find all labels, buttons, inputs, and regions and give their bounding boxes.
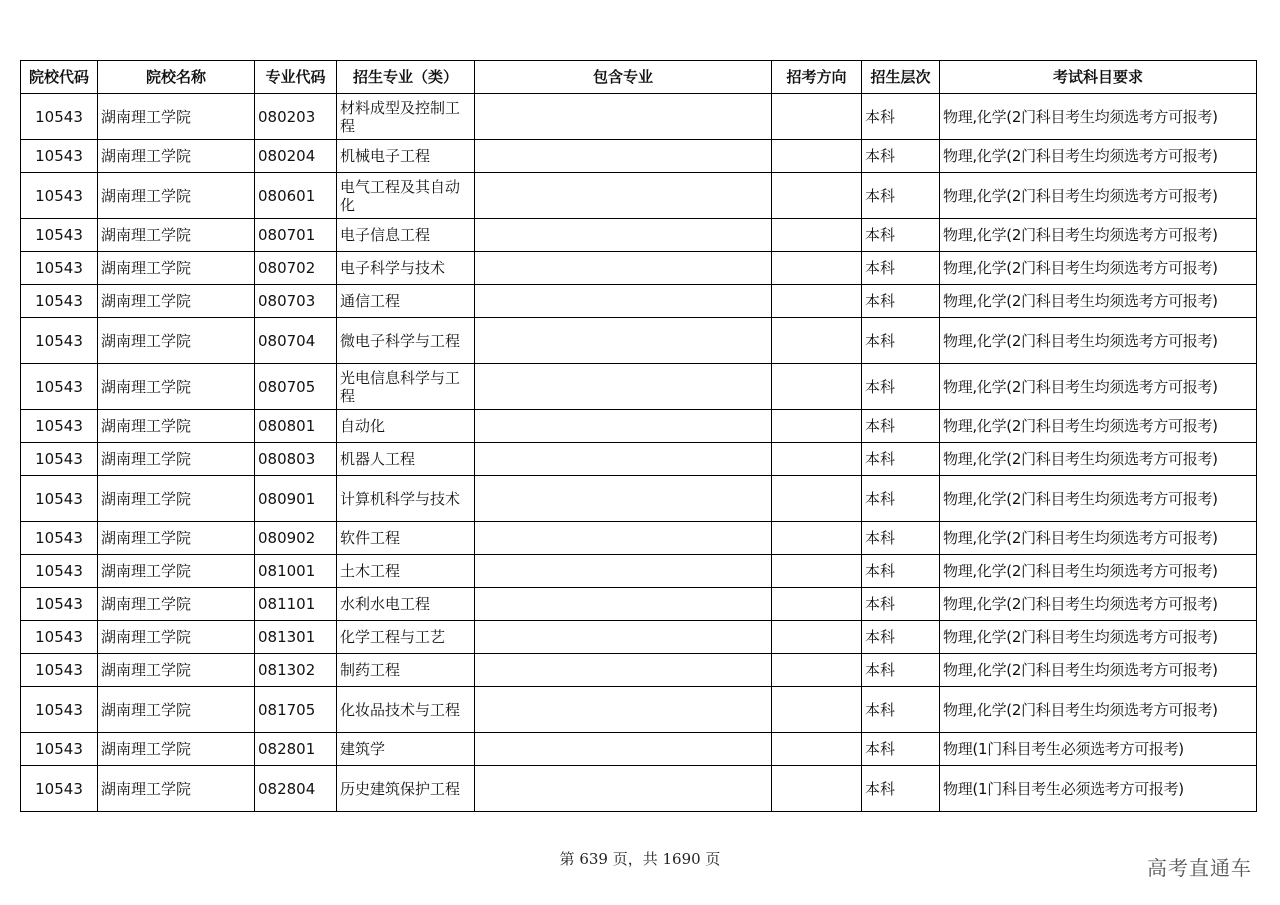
header-school-name: 院校名称	[98, 61, 255, 94]
cell-school-name: 湖南理工学院	[98, 364, 255, 410]
header-level: 招生层次	[862, 61, 940, 94]
cell-school-name: 湖南理工学院	[98, 766, 255, 812]
table-row	[21, 219, 1257, 252]
table-row	[21, 733, 1257, 766]
cell-major: 通信工程	[337, 285, 475, 318]
cell-major-code: 081001	[255, 555, 337, 588]
cell-includes	[475, 654, 772, 687]
cell-school-name: 湖南理工学院	[98, 140, 255, 173]
cell-requirement: 物理,化学(2门科目考生均须选考方可报考)	[940, 687, 1257, 733]
cell-includes	[475, 522, 772, 555]
table-row	[21, 140, 1257, 173]
cell-major-code: 081705	[255, 687, 337, 733]
cell-direction	[772, 555, 862, 588]
cell-major-code: 081301	[255, 621, 337, 654]
cell-direction	[772, 687, 862, 733]
cell-level: 本科	[862, 687, 940, 733]
cell-school-name: 湖南理工学院	[98, 476, 255, 522]
cell-direction	[772, 588, 862, 621]
cell-major: 机器人工程	[337, 443, 475, 476]
table-row	[21, 410, 1257, 443]
cell-includes	[475, 285, 772, 318]
cell-level: 本科	[862, 219, 940, 252]
cell-major-code: 080701	[255, 219, 337, 252]
header-includes: 包含专业	[475, 61, 772, 94]
cell-level: 本科	[862, 476, 940, 522]
cell-school-name: 湖南理工学院	[98, 687, 255, 733]
cell-major-code: 080203	[255, 94, 337, 140]
cell-major: 材料成型及控制工程	[337, 94, 475, 140]
cell-school-code: 10543	[21, 285, 98, 318]
cell-level: 本科	[862, 173, 940, 219]
cell-major: 电气工程及其自动化	[337, 173, 475, 219]
cell-major-code: 080601	[255, 173, 337, 219]
cell-requirement: 物理,化学(2门科目考生均须选考方可报考)	[940, 364, 1257, 410]
table-row	[21, 687, 1257, 733]
cell-school-name: 湖南理工学院	[98, 410, 255, 443]
cell-direction	[772, 94, 862, 140]
cell-requirement: 物理,化学(2门科目考生均须选考方可报考)	[940, 443, 1257, 476]
admission-table	[20, 60, 1257, 812]
cell-level: 本科	[862, 318, 940, 364]
table-row	[21, 522, 1257, 555]
cell-school-code: 10543	[21, 687, 98, 733]
cell-major: 历史建筑保护工程	[337, 766, 475, 812]
cell-includes	[475, 173, 772, 219]
cell-school-code: 10543	[21, 94, 98, 140]
cell-major-code: 080705	[255, 364, 337, 410]
cell-includes	[475, 733, 772, 766]
cell-major: 化学工程与工艺	[337, 621, 475, 654]
cell-direction	[772, 766, 862, 812]
header-school-code: 院校代码	[21, 61, 98, 94]
header-major: 招生专业（类）	[337, 61, 475, 94]
cell-major-code: 080204	[255, 140, 337, 173]
cell-direction	[772, 140, 862, 173]
cell-major: 制药工程	[337, 654, 475, 687]
cell-includes	[475, 621, 772, 654]
cell-requirement: 物理,化学(2门科目考生均须选考方可报考)	[940, 555, 1257, 588]
table-header-row	[21, 61, 1257, 94]
cell-level: 本科	[862, 621, 940, 654]
table-row	[21, 364, 1257, 410]
cell-requirement: 物理,化学(2门科目考生均须选考方可报考)	[940, 476, 1257, 522]
cell-school-name: 湖南理工学院	[98, 173, 255, 219]
cell-major: 电子信息工程	[337, 219, 475, 252]
cell-school-code: 10543	[21, 252, 98, 285]
cell-requirement: 物理,化学(2门科目考生均须选考方可报考)	[940, 621, 1257, 654]
table-row	[21, 621, 1257, 654]
cell-includes	[475, 252, 772, 285]
cell-school-name: 湖南理工学院	[98, 252, 255, 285]
cell-major: 水利水电工程	[337, 588, 475, 621]
cell-level: 本科	[862, 443, 940, 476]
cell-major: 建筑学	[337, 733, 475, 766]
cell-major-code: 080704	[255, 318, 337, 364]
cell-includes	[475, 443, 772, 476]
table-row	[21, 252, 1257, 285]
table-row	[21, 766, 1257, 812]
cell-school-name: 湖南理工学院	[98, 285, 255, 318]
cell-includes	[475, 555, 772, 588]
table-row	[21, 588, 1257, 621]
table-row	[21, 476, 1257, 522]
cell-direction	[772, 621, 862, 654]
cell-direction	[772, 252, 862, 285]
cell-major: 化妆品技术与工程	[337, 687, 475, 733]
cell-major-code: 081302	[255, 654, 337, 687]
cell-major-code: 080902	[255, 522, 337, 555]
header-requirement: 考试科目要求	[940, 61, 1257, 94]
cell-requirement: 物理,化学(2门科目考生均须选考方可报考)	[940, 654, 1257, 687]
cell-direction	[772, 364, 862, 410]
cell-direction	[772, 410, 862, 443]
table-row	[21, 318, 1257, 364]
cell-level: 本科	[862, 285, 940, 318]
cell-major-code: 080803	[255, 443, 337, 476]
table-row	[21, 94, 1257, 140]
cell-includes	[475, 140, 772, 173]
cell-major: 计算机科学与技术	[337, 476, 475, 522]
cell-school-code: 10543	[21, 443, 98, 476]
cell-requirement: 物理,化学(2门科目考生均须选考方可报考)	[940, 94, 1257, 140]
table-row	[21, 555, 1257, 588]
cell-includes	[475, 219, 772, 252]
cell-major: 软件工程	[337, 522, 475, 555]
page-footer: 第 639 页，共 1690 页	[559, 850, 721, 868]
cell-direction	[772, 476, 862, 522]
cell-level: 本科	[862, 766, 940, 812]
cell-major-code: 080901	[255, 476, 337, 522]
cell-includes	[475, 588, 772, 621]
cell-level: 本科	[862, 654, 940, 687]
cell-level: 本科	[862, 555, 940, 588]
table-row	[21, 654, 1257, 687]
cell-requirement: 物理,化学(2门科目考生均须选考方可报考)	[940, 522, 1257, 555]
cell-direction	[772, 219, 862, 252]
header-direction: 招考方向	[772, 61, 862, 94]
cell-includes	[475, 687, 772, 733]
cell-school-code: 10543	[21, 766, 98, 812]
cell-includes	[475, 364, 772, 410]
cell-level: 本科	[862, 588, 940, 621]
cell-school-name: 湖南理工学院	[98, 94, 255, 140]
cell-major-code: 082801	[255, 733, 337, 766]
cell-direction	[772, 733, 862, 766]
cell-level: 本科	[862, 94, 940, 140]
cell-requirement: 物理(1门科目考生必须选考方可报考)	[940, 766, 1257, 812]
cell-level: 本科	[862, 252, 940, 285]
cell-school-code: 10543	[21, 140, 98, 173]
cell-direction	[772, 443, 862, 476]
cell-direction	[772, 522, 862, 555]
cell-includes	[475, 94, 772, 140]
cell-school-name: 湖南理工学院	[98, 621, 255, 654]
cell-requirement: 物理,化学(2门科目考生均须选考方可报考)	[940, 173, 1257, 219]
table-row	[21, 285, 1257, 318]
cell-school-code: 10543	[21, 621, 98, 654]
cell-school-code: 10543	[21, 173, 98, 219]
cell-direction	[772, 285, 862, 318]
cell-major: 电子科学与技术	[337, 252, 475, 285]
cell-includes	[475, 476, 772, 522]
cell-direction	[772, 654, 862, 687]
cell-major: 自动化	[337, 410, 475, 443]
cell-school-code: 10543	[21, 476, 98, 522]
cell-level: 本科	[862, 733, 940, 766]
table-row	[21, 443, 1257, 476]
cell-major-code: 080801	[255, 410, 337, 443]
cell-school-code: 10543	[21, 410, 98, 443]
cell-level: 本科	[862, 522, 940, 555]
cell-school-code: 10543	[21, 522, 98, 555]
cell-school-name: 湖南理工学院	[98, 588, 255, 621]
cell-requirement: 物理,化学(2门科目考生均须选考方可报考)	[940, 588, 1257, 621]
cell-major: 微电子科学与工程	[337, 318, 475, 364]
cell-level: 本科	[862, 140, 940, 173]
cell-requirement: 物理(1门科目考生必须选考方可报考)	[940, 733, 1257, 766]
cell-requirement: 物理,化学(2门科目考生均须选考方可报考)	[940, 252, 1257, 285]
cell-school-name: 湖南理工学院	[98, 219, 255, 252]
cell-requirement: 物理,化学(2门科目考生均须选考方可报考)	[940, 219, 1257, 252]
cell-requirement: 物理,化学(2门科目考生均须选考方可报考)	[940, 285, 1257, 318]
cell-includes	[475, 410, 772, 443]
cell-major-code: 081101	[255, 588, 337, 621]
cell-school-name: 湖南理工学院	[98, 522, 255, 555]
cell-school-code: 10543	[21, 654, 98, 687]
cell-includes	[475, 318, 772, 364]
cell-school-name: 湖南理工学院	[98, 654, 255, 687]
cell-requirement: 物理,化学(2门科目考生均须选考方可报考)	[940, 410, 1257, 443]
cell-requirement: 物理,化学(2门科目考生均须选考方可报考)	[940, 140, 1257, 173]
cell-major-code: 080702	[255, 252, 337, 285]
cell-school-code: 10543	[21, 364, 98, 410]
cell-requirement: 物理,化学(2门科目考生均须选考方可报考)	[940, 318, 1257, 364]
cell-includes	[475, 766, 772, 812]
cell-major: 土木工程	[337, 555, 475, 588]
cell-major: 光电信息科学与工程	[337, 364, 475, 410]
cell-major-code: 080703	[255, 285, 337, 318]
cell-school-name: 湖南理工学院	[98, 733, 255, 766]
cell-direction	[772, 173, 862, 219]
cell-school-name: 湖南理工学院	[98, 318, 255, 364]
header-major-code: 专业代码	[255, 61, 337, 94]
cell-major: 机械电子工程	[337, 140, 475, 173]
cell-school-code: 10543	[21, 318, 98, 364]
table-row	[21, 173, 1257, 219]
cell-school-name: 湖南理工学院	[98, 555, 255, 588]
cell-direction	[772, 318, 862, 364]
cell-school-code: 10543	[21, 588, 98, 621]
cell-major-code: 082804	[255, 766, 337, 812]
cell-school-code: 10543	[21, 219, 98, 252]
cell-level: 本科	[862, 410, 940, 443]
cell-school-code: 10543	[21, 733, 98, 766]
cell-level: 本科	[862, 364, 940, 410]
cell-school-code: 10543	[21, 555, 98, 588]
watermark-text: 高考直通车	[1147, 856, 1252, 880]
cell-school-name: 湖南理工学院	[98, 443, 255, 476]
